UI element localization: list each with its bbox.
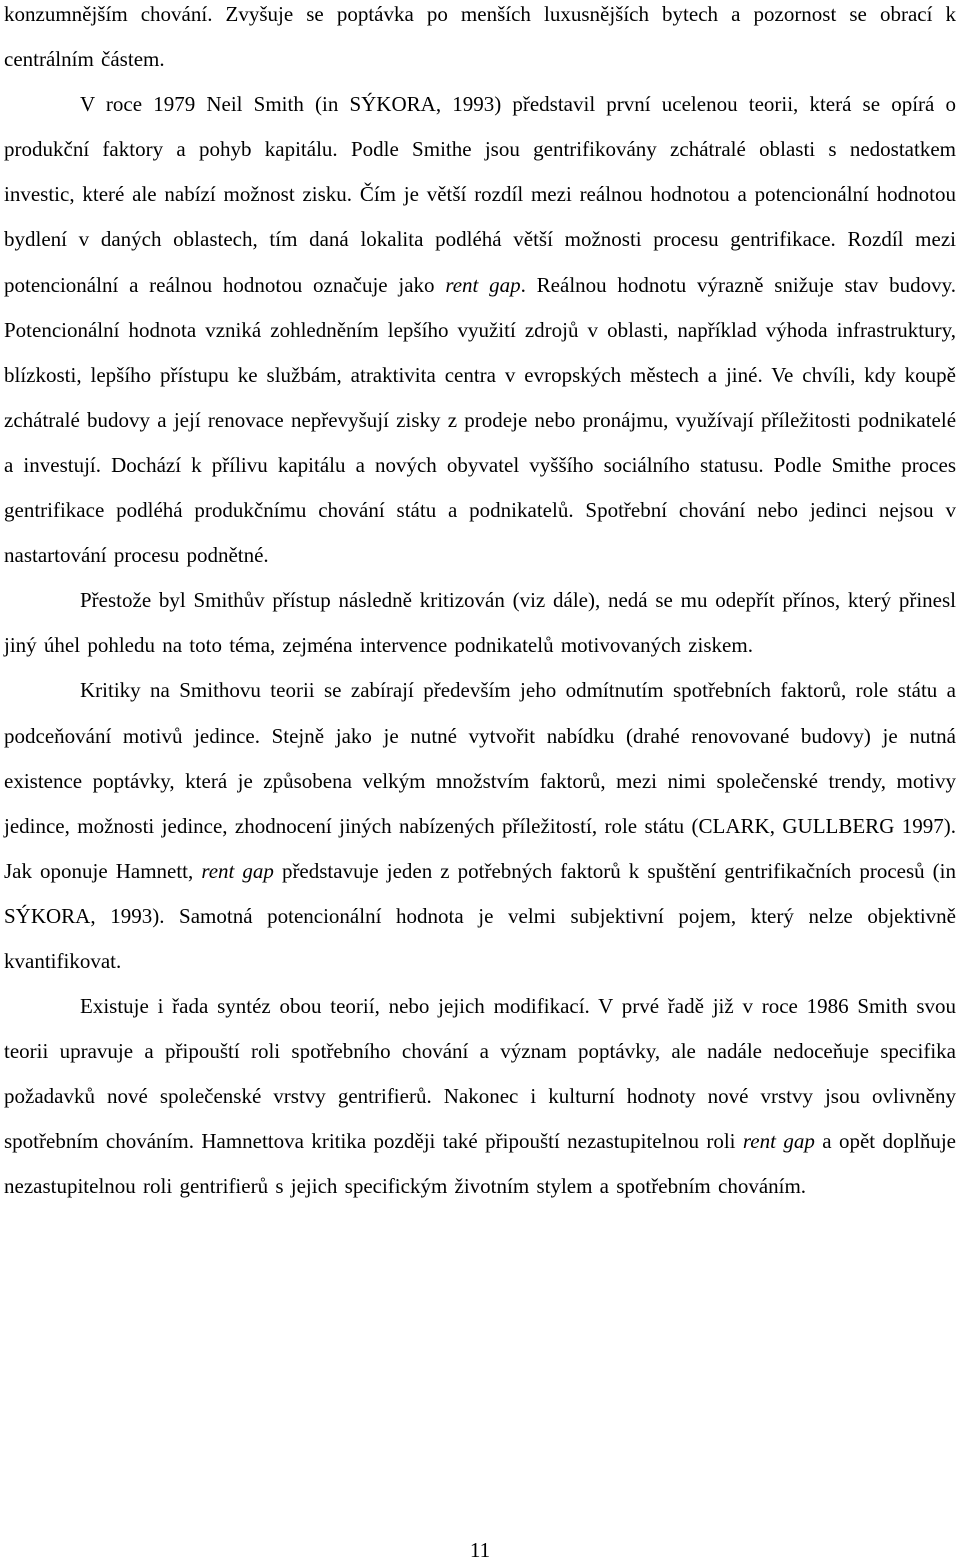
paragraph-2-text-b: . Reálnou hodnotu výrazně snižuje stav budovy. Potencionální hodnota vzniká zohledněním lepšího využití zdrojů v oblasti, například výhoda infrastruktury, blízkosti, lepšího přístupu ke službám, atraktivita centra v evropských městech a jiné. Ve chvíli, kdy koupě zchátralé budovy a její renovace nepřevyšují zisky z prodeje nebo pronájmu, využívají příležitosti podnikatelé a investují. Dochází k přílivu kapitálu a nových obyvatel vyššího sociálního statusu. Podle Smithe proces gentrifikace podléhá produkčnímu chování státu a podnikatelů. Spotřební chování nebo jedinci nejsou v nastartování procesu podnětné.	[4, 272, 957, 568]
paragraph-5-text-b: a opět doplňuje nezastupitelnou roli gentrifierů s jejich specifickým životním stylem a spotřebním chováním.	[4, 1129, 956, 1199]
paragraph-5-text-a: Existuje i řada syntéz obou teorií, nebo jejich modifikací. V prvé řadě již v roce 1986 Smith svou teorii upravuje a připouští roli spotřebního chování a význam poptávky, ale nadále nedoceňuje specifika požadavků nové společenské vrstvy gentrifierů. Nakonec i kulturní hodnoty nové vrstvy jsou ovlivněny spotřebním chováním. Hamnettova kritika později také připouští nezastupitelnou roli	[4, 994, 956, 1154]
paragraph-2-italic-term: rent gap	[445, 272, 521, 297]
paragraph-4-text-a: Kritiky na Smithovu teorii se zabírají především jeho odmítnutím spotřebních faktorů, role státu a podceňování motivů jedince. Stejně jako je nutné vytvořit nabídku (drahé renovované budovy) je nutná existence poptávky, která je způsobena velkým množstvím faktorů, mezi nimi společenské trendy, motivy jedince, možnosti jedince, zhodnocení jiných nabízených příležitostí, role státu (CLARK, GULLBERG 1997). Jak oponuje Hamnett,	[4, 678, 956, 883]
paragraph-5	[4, 984, 956, 1209]
body-text	[4, 0, 956, 1210]
paragraph-4-text-b: představuje jeden z potřebných faktorů k spuštění gentrifikačních procesů (in SÝKORA, 1993). Samotná potencionální hodnota je velmi subjektivní pojem, který nelze objektivně kvantifikovat.	[4, 858, 956, 973]
paragraph-3-text: Přestože byl Smithův přístup následně kritizován (viz dále), nedá se mu odepřít přínos, který přinesl jiný úhel pohledu na toto téma, zejména intervence podnikatelů motivovaných ziskem.	[4, 588, 956, 658]
paragraph-3	[4, 578, 956, 668]
paragraph-5-italic-term: rent gap	[742, 1129, 815, 1154]
paragraph-4-italic-term: rent gap	[201, 858, 274, 883]
paragraph-2	[4, 82, 956, 578]
paragraph-2-text-a: V roce 1979 Neil Smith (in SÝKORA, 1993) představil první ucelenou teorii, která se opírá o produkční faktory a pohyb kapitálu. Podle Smithe jsou gentrifikovány zchátralé oblasti s nedostatkem investic, které ale nabízí možnost zisku. Čím je větší rozdíl mezi reálnou hodnotou a potencionální hodnotou bydlení v daných oblastech, tím daná lokalita podléhá větší možnosti procesu gentrifikace. Rozdíl mezi potencionální a reálnou hodnotou označuje jako	[4, 92, 956, 297]
paragraph-1	[4, 0, 956, 82]
page-number: 11	[469, 1538, 491, 1562]
paragraph-4	[4, 668, 956, 984]
paragraph-1-text: konzumnějším chování. Zvyšuje se poptávka po menších luxusnějších bytech a pozornost se obrací k centrálním částem.	[4, 2, 956, 72]
